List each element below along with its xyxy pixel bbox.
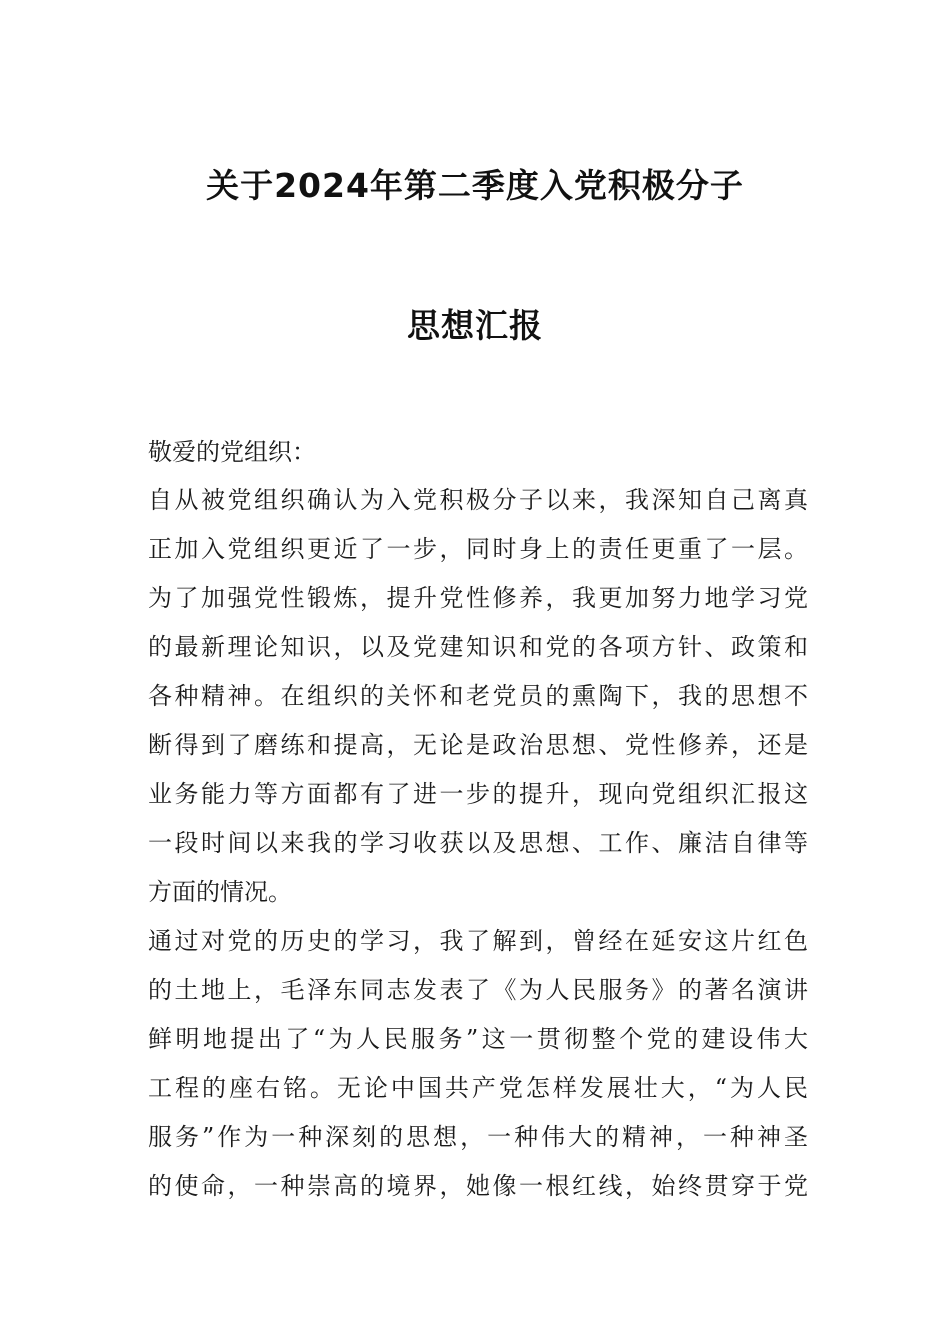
body-line-6: 断得到了磨练和提高，无论是政治思想、党性修养，还是 [148, 731, 808, 759]
body-line-9: 方面的情况。 [148, 878, 292, 906]
body-line-10: 通过对党的历史的学习，我了解到，曾经在延安这片红色 [148, 927, 808, 955]
body-line-13: 工程的座右铭。无论中国共产党怎样发展壮大，“为人民 [148, 1074, 808, 1102]
body-line-2: 正加入党组织更近了一步，同时身上的责任更重了一层。 [148, 535, 808, 563]
salutation: 敬爱的党组织： [148, 438, 316, 466]
title-line-1: 关于2024年第二季度入党积极分子 [206, 166, 744, 205]
body-line-15: 的使命，一种崇高的境界，她像一根红线，始终贯穿于党 [148, 1172, 808, 1200]
title-line-2: 思想汇报 [407, 306, 543, 345]
body-line-3: 为了加强党性锻炼，提升党性修养，我更加努力地学习党 [148, 584, 808, 612]
body-line-1: 自从被党组织确认为入党积极分子以来，我深知自己离真 [148, 486, 808, 514]
body-line-11: 的土地上，毛泽东同志发表了《为人民服务》的著名演讲 [148, 976, 808, 1004]
body-line-14: 服务”作为一种深刻的思想，一种伟大的精神，一种神圣 [148, 1123, 808, 1151]
body-line-12: 鲜明地提出了“为人民服务”这一贯彻整个党的建设伟大 [148, 1025, 808, 1053]
body-line-5: 各种精神。在组织的关怀和老党员的熏陶下，我的思想不 [148, 682, 808, 710]
body-line-4: 的最新理论知识，以及党建知识和党的各项方针、政策和 [148, 633, 808, 661]
body-line-8: 一段时间以来我的学习收获以及思想、工作、廉洁自律等 [148, 829, 808, 857]
body-line-7: 业务能力等方面都有了进一步的提升，现向党组织汇报这 [148, 780, 808, 808]
